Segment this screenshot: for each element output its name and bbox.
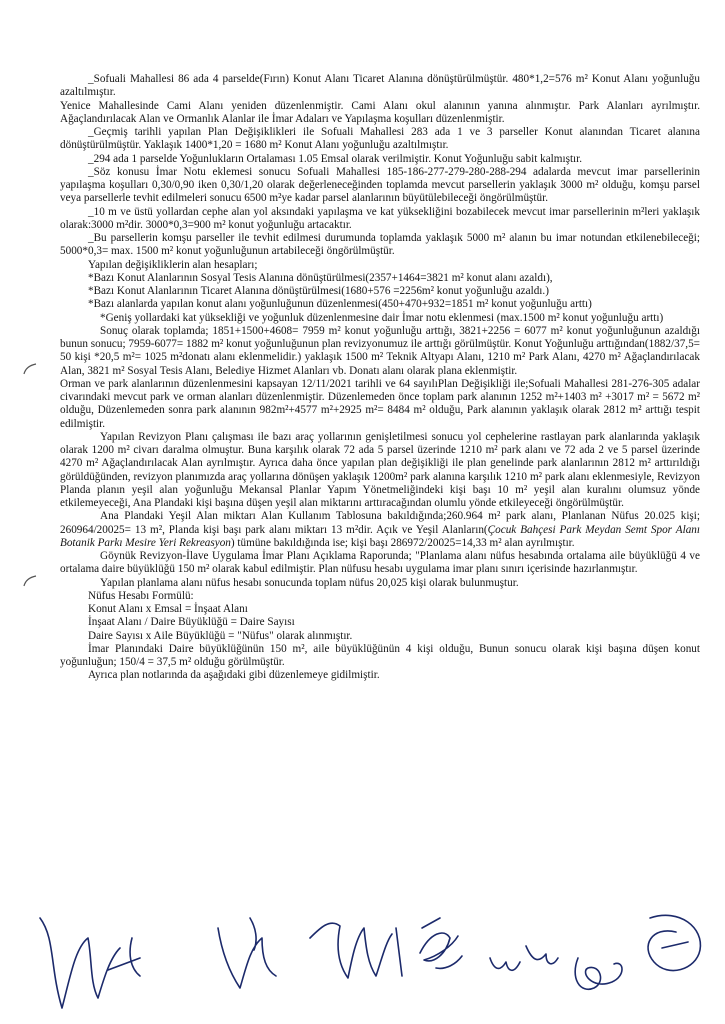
- signature-2: [218, 918, 276, 988]
- paragraph-p09: *Bazı Konut Alanlarının Sosyal Tesis Alanına dönüştürülmesi(2357+1464=3821 m² konut alanı azaldı),: [88, 271, 553, 284]
- paragraph-p01: _Sofuali Mahallesi 86 ada 4 parselde(Fırın) Konut Alanı Ticaret Alanına dönüştürülmüştür. 480*1,2=576 m² Konut Alanı yoğunluğu azaltılmıştır.: [60, 73, 700, 99]
- paragraph-p06: _10 m ve üstü yollardan cephe alan yol aksındaki yapılaşma ve kat yüksekliğini bozabilecek mevcut imar parsellerinin m²leri yaklaşık olarak:3000 m²dir. 3000*0,3=900 m² konut yoğunluğu artacaktır.: [60, 205, 700, 231]
- margin-bracket-mark: [20, 572, 40, 592]
- paragraph-p10: *Bazı Konut Alanlarının Ticaret Alanına dönüştürülmesi(1680+576 =2256m² konut yoğunluğu azaldı.): [88, 285, 549, 297]
- paragraph-p15: Yapılan Revizyon Planı çalışması ile bazı araç yollarının genişletilmesi sonucu yol cephelerine rastlayan park alanlarında yaklaşık olarak 1200 m² civarı daralma olmuştur. Buna karşılık olarak 72 ada 5 parsel üzerinde 1210 m² park alanı ve 72 ada 2 ve 5 parsel üzerinde 4270 m² Ağaçlandırılacak Alan ayrılmıştır. Ayrıca daha önce yapılan plan değişikliği ile plan genelinde park alanlarının 2812 m² arttırıldığı görüldüğünden, revizyon planımızda araç yollarına dönüşen yaklaşık 1200m² park alanına karşılık 1210 m² park alanı eklenmesiyle, Revizyon Planda planın yeşil alan yoğunluğu Mekansal Planlar Yapım Yönetmeliğindeki kişi başı 10 m² yeşil alan kuralını olumsuz yönde etkilemeyeceği, Ana Plandaki kişi başına düşen yeşil alan miktarını arttıracağından olumlu yönde etkileyeceği öngörülmüştür.: [60, 430, 700, 509]
- paragraph-p04: _294 ada 1 parselde Yoğunlukların Ortalaması 1.05 Emsal olarak verilmiştir. Konut Yoğunluğu sabit kalmıştır.: [88, 152, 583, 165]
- paragraph-p11: *Bazı alanlarda yapılan konut alanı yoğunluğunun düzenlenmesi(450+470+932=1851 m² konut yoğunluğu arttı): [88, 298, 592, 311]
- report-body-text: [60, 73, 700, 683]
- margin-bracket-mark: [20, 360, 40, 380]
- paragraph-p08: Yapılan değişikliklerin alan hesapları;: [88, 258, 258, 271]
- paragraph-p19: Nüfus Hesabı Formülü:: [88, 589, 194, 602]
- paragraph-p05: _Söz konusu İmar Notu eklemesi sonucu Sofuali Mahallesi 185-186-277-279-280-288-294 adalarda mevcut imar parsellerinin yapılaşma koşulları 0,30/0,90 iken 0,30/1,20 olarak değerleneceğinden toplamda mevcut parsellerin yaklaşık 3000 m² olduğu, komşu parsel veya parsellerle tevhit edilmeleri sonucu 6500 m²ye kadar parsel alanlarının büyütülebileceği öngörülmüştür.: [60, 165, 700, 205]
- paragraph-p24: Ayrıca plan notlarında da aşağıdaki gibi düzenlemeye gidilmiştir.: [88, 669, 380, 682]
- signature-4: [420, 918, 462, 968]
- signature-area: [0, 898, 725, 1024]
- signature-1: [40, 918, 140, 1008]
- paragraph-p22: Daire Sayısı x Aile Büyüklüğü = "Nüfus" olarak alınmıştır.: [88, 629, 353, 642]
- paragraph-p12: *Geniş yollardaki kat yüksekliği ve yoğunluk düzenlenmesine dair İmar notu eklenmesi (max.1500 m² konut yoğunluğu arttı): [100, 311, 664, 324]
- signature-7: [648, 915, 700, 970]
- paragraph-p07: _Bu parsellerin komşu parseller ile tevhit edilmesi durumunda toplamda yaklaşık 5000 m² alanın bu imar notundan etkilenebileceği; 5000*0,3= max. 1500 m² konut yoğunluğunun artabileceği öngörülmüştür.: [60, 232, 700, 258]
- paragraph-p20: Konut Alanı x Emsal = İnşaat Alanı: [88, 603, 248, 615]
- paragraph-p14: Orman ve park alanlarının düzenlenmesini kapsayan 12/11/2021 tarihli ve 64 sayılıPlan Değişikliği ile;Sofuali Mahallesi 281-276-305 adalar civarındaki mevcut park ve orman alanları düzenlenmiştir. Düzenlemeden önce toplam park alanının 1252 m²+1403 m² +3017 m² = 5672 m² olduğu, Düzenlemeden sonra park alanının 982m²+4577 m²+2925 m²= 8484 m² olduğu, Park alanının yaklaşık olarak 2812 m² arttığı tespit edilmiştir.: [60, 377, 700, 430]
- signature-6: [575, 958, 622, 989]
- paragraph-p02: Yenice Mahallesinde Cami Alanı yeniden düzenlenmiştir. Cami Alanı okul alanının yanına alınmıştır. Park Alanları ayrılmıştır. Ağaçlandırılacak Alan ve Ormanlık Alanlar ile İmar Adaları ve Yapılaşma koşulları düzenlenmiştir.: [60, 99, 700, 125]
- signature-5: [490, 946, 558, 970]
- paragraph-p03: _Geçmiş tarihli yapılan Plan Değişiklikleri ile Sofuali Mahallesi 283 ada 1 ve 3 parseller Konut alanından Ticaret alanına dönüştürülmüştür. Yaklaşık 1400*1,20 = 1680 m² Konut Alanı yoğunluğu azaltılmıştır.: [60, 126, 700, 152]
- paragraph-p17: Göynük Revizyon-İlave Uygulama İmar Planı Açıklama Raporunda; "Planlama alanı nüfus hesabında ortalama aile büyüklüğü 4 ve ortalama daire büyüklüğü 150 m² olarak kabul edilmiştir. Plan nüfusu hesabı uygulama imar planı sınırı içerisinde hazırlanmıştır.: [60, 550, 700, 576]
- paragraph-p16: Ana Plandaki Yeşil Alan miktarı Alan Kullanım Tablosuna bakıldığında;260.964 m² park alanı, Planlanan Nüfus 20.025 kişi; 260964/20025= 13 m², Planda kişi başı park alanı miktarı 13 m²dir. Açık ve Yeşil Alanların(Çocuk Bahçesi Park Meydan Semt Spor Alanı Botanik Parkı Mesire Yeri Rekreasyon) tümüne bakıldığında ise; kişi başı 286972/20025=14,33 m² alan ayrılmıştır.: [60, 510, 700, 549]
- paragraph-p21: İnşaat Alanı / Daire Büyüklüğü = Daire Sayısı: [88, 616, 295, 629]
- paragraph-p13: Sonuç olarak toplamda; 1851+1500+4608= 7959 m² konut yoğunluğu arttığı, 3821+2256 = 6077 m² konut yoğunluğunun azaldığı bunun sonucu; 7959-6077= 1882 m² konut yoğunluğunun plan revizyonumuz ile arttığı görülmüştür. Konut Yoğunluğu arttığından(1882/37,5= 50 kişi *20,5 m²= 1025 m²donatı alanı eklenmelidir.) yaklaşık 1500 m² Teknik Altyapı Alanı, 1210 m² Park Alanı, 4270 m² Ağaçlandırılacak Alan, 3821 m² Sosyal Tesis Alanı, Belediye Hizmet Alanları vb. Donatı alanı olarak plana eklenmiştir.: [60, 324, 700, 377]
- signature-3: [310, 923, 402, 978]
- paragraph-p23: İmar Planındaki Daire büyüklüğünün 150 m², aile büyüklüğünün 4 kişi olduğu, Bunun sonucu olarak kişi başına düşen konut yoğunluğun; 150/4 = 37,5 m² olduğu görülmüştür.: [60, 642, 700, 668]
- paragraph-p18: Yapılan planlama alanı nüfus hesabı sonucunda toplam nüfus 20,025 kişi olarak bulunmuştur.: [100, 576, 519, 589]
